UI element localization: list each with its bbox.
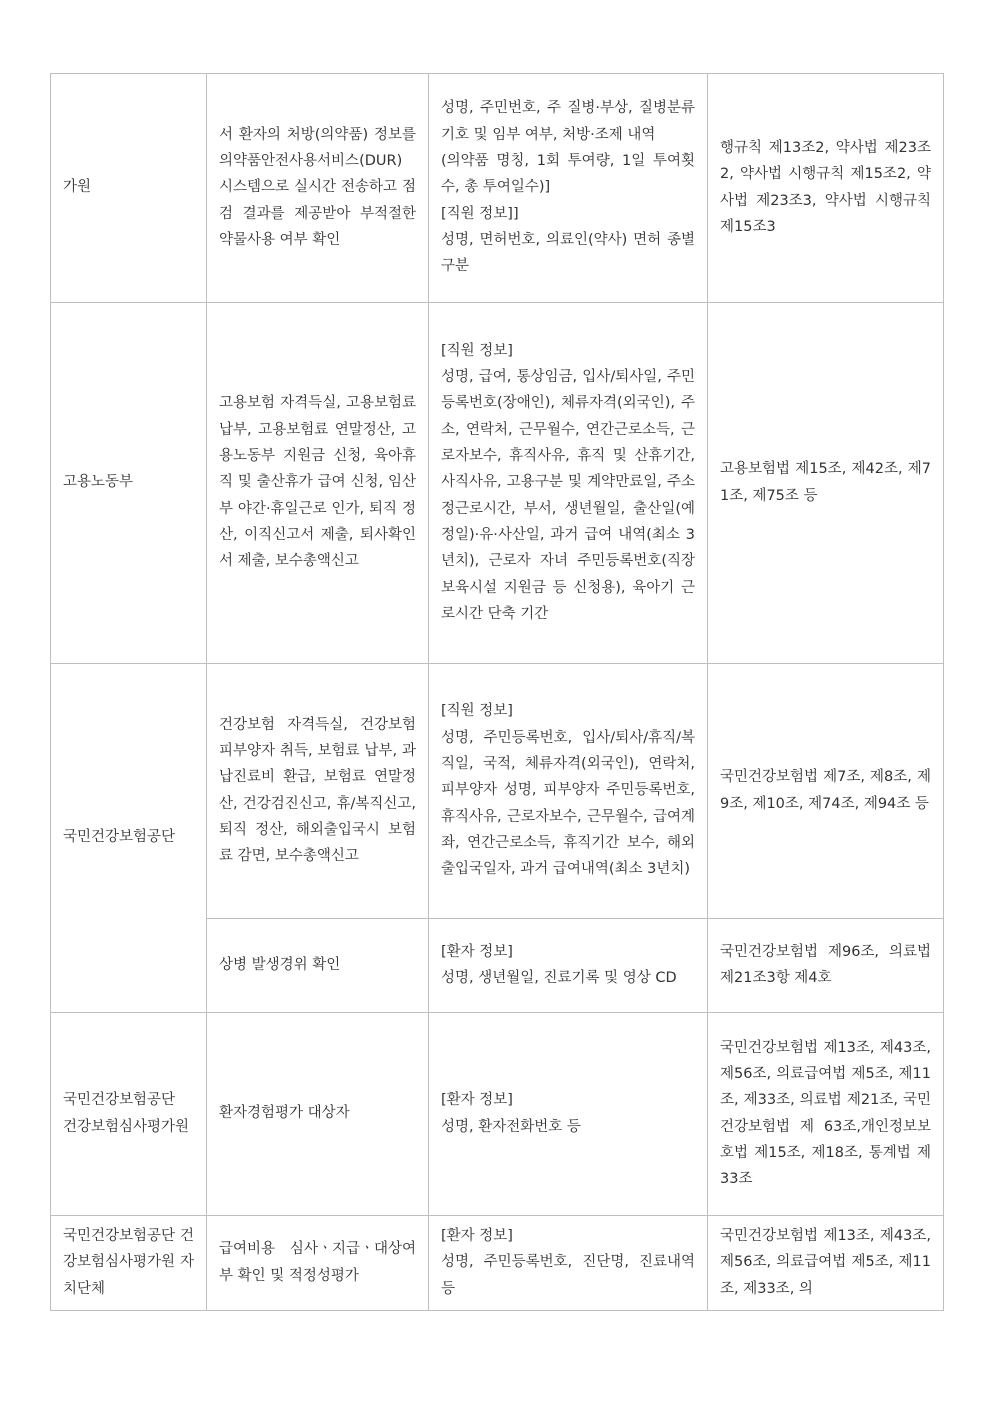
purpose-text: 건강보험 자격득실, 건강보험 피부양자 취득, 보험료 납부, 과납진료비 환급, 보험료 연말정산, 건강검진신고, 휴/복직신고, 퇴직 정산, 해외출입국시 보험료 감면, 보수총액신고 <box>219 716 416 865</box>
org-cell <box>51 664 207 1013</box>
table-row <box>51 664 944 919</box>
org-name: 국민건강보험공단 <box>63 829 176 846</box>
items-text: [환자 정보] <box>441 943 513 960</box>
items-text: [환자 정보] <box>441 1228 513 1245</box>
org-name: 가원 <box>63 179 92 196</box>
org-cell <box>51 1013 207 1216</box>
basis-text: 국민건강보험법 제96조, 의료법 제21조3항 제4호 <box>720 943 931 986</box>
items-text: 성명, 생년월일, 진료기록 및 영상 CD <box>441 970 677 986</box>
basis-cell <box>708 1013 944 1216</box>
purpose-text: 환자경험평가 대상자 <box>219 1105 350 1122</box>
basis-cell <box>708 303 944 664</box>
purpose-cell <box>207 919 429 1013</box>
basis-cell <box>708 919 944 1013</box>
items-text: 성명, 주민등록번호, 진단명, 진료내역 등 <box>441 1254 695 1297</box>
items-cell <box>429 919 708 1013</box>
basis-text: 행규칙 제13조2, 약사법 제23조2, 약사법 시행규칙 제15조2, 약사법 제23조3, 약사법 시행규칙 제15조3 <box>720 139 931 235</box>
purpose-cell <box>207 1216 429 1311</box>
items-text: (의약품 명칭, 1회 투여량, 1일 투여횟수, 총 투여일수)] <box>441 153 695 196</box>
basis-text: 국민건강보험법 제13조, 제43조, 제56조, 의료급여법 제5조, 제11조, 제33조, 의 <box>720 1228 931 1297</box>
table-row <box>51 1013 944 1216</box>
items-cell <box>429 664 708 919</box>
items-text: [환자 정보] <box>441 1092 513 1109</box>
purpose-cell <box>207 1013 429 1216</box>
table-row <box>51 1216 944 1311</box>
purpose-text: 서 환자의 처방(의약품) 정보를 의약품안전사용서비스(DUR) 시스템으로 실시간 전송하고 점검 결과를 제공받아 부적절한 약물사용 여부 확인 <box>219 126 416 248</box>
items-text: 성명, 급여, 통상임금, 입사/퇴사일, 주민등록번호(장애인), 체류자격(외국인), 주소, 연락처, 근무월수, 연간근로소득, 근로자보수, 휴직사유, 휴직 및 산휴기간, 사직사유, 고용구분 및 계약만료일, 주소정근로시간, 부서, 생년월일, 출산일(예정일)·유·사산일, 과거 급여 내역(최소 3년치), 근로자 자녀 주민등록번호(직장 보육시설 지원금 등 신청용), 육아기 근로시간 단축 기간 <box>441 369 695 622</box>
items-text: 성명, 주민등록번호, 입사/퇴사/휴직/복직일, 국적, 체류자격(외국인), 연락처, 피부양자 성명, 피부양자 주민등록번호, 휴직사유, 근로자보수, 근무월수, 급여계좌, 연간근로소득, 휴직기간 보수, 해외출입국일자, 과거 급여내역(최소 3년치) <box>441 729 695 878</box>
items-text: [직원 정보] <box>441 342 513 359</box>
table-row <box>51 303 944 664</box>
purpose-cell <box>207 303 429 664</box>
items-cell <box>429 74 708 303</box>
basis-text: 고용보험법 제15조, 제42조, 제71조, 제75조 등 <box>720 461 931 504</box>
items-text: [직원 정보] <box>441 703 513 720</box>
purpose-cell <box>207 664 429 919</box>
basis-cell <box>708 74 944 303</box>
basis-text: 국민건강보험법 제13조, 제43조, 제56조, 의료급여법 제5조, 제11조, 제33조, 의료법 제21조, 국민건강보험법 제 63조,개인정보보호법 제15조, 제18조, 통계법 제33조 <box>720 1039 931 1188</box>
items-cell <box>429 303 708 664</box>
org-name: 고용노동부 <box>63 474 134 491</box>
org-name: 국민건강보험공단 건강보험심사평가원 자치단체 <box>63 1228 194 1297</box>
purpose-text: 고용보험 자격득실, 고용보험료 납부, 고용보험료 연말정산, 고용노동부 지원금 신청, 육아휴직 및 출산휴가 급여 신청, 임산부 야간·휴일근로 인가, 퇴직 정산, 이직신고서 제출, 퇴사확인서 제출, 보수총액신고 <box>219 395 416 570</box>
items-cell <box>429 1013 708 1216</box>
org-cell <box>51 1216 207 1311</box>
purpose-text: 급여비용 심사ㆍ지급ㆍ대상여부 확인 및 적정성평가 <box>219 1241 416 1284</box>
basis-text: 국민건강보험법 제7조, 제8조, 제9조, 제10조, 제74조, 제94조 등 <box>720 769 931 812</box>
basis-cell <box>708 664 944 919</box>
basis-cell <box>708 1216 944 1311</box>
purpose-text: 상병 발생경위 확인 <box>219 956 341 973</box>
items-text: [직원 정보]] <box>441 205 519 222</box>
items-text: 성명, 면허번호, 의료인(약사) 면허 종별구분 <box>441 231 695 275</box>
org-cell <box>51 74 207 303</box>
items-text: 성명, 주민번호, 주 질병·부상, 질병분류기호 및 임부 여부, 처방·조제 내역 <box>441 100 695 143</box>
items-cell <box>429 1216 708 1311</box>
info-provision-table <box>50 73 944 1311</box>
org-cell <box>51 303 207 664</box>
org-name: 건강보험심사평가원 <box>63 1118 190 1135</box>
table-row <box>51 74 944 303</box>
items-text: 성명, 환자전화번호 등 <box>441 1118 581 1135</box>
org-name: 국민건강보험공단 <box>63 1092 176 1109</box>
purpose-cell <box>207 74 429 303</box>
